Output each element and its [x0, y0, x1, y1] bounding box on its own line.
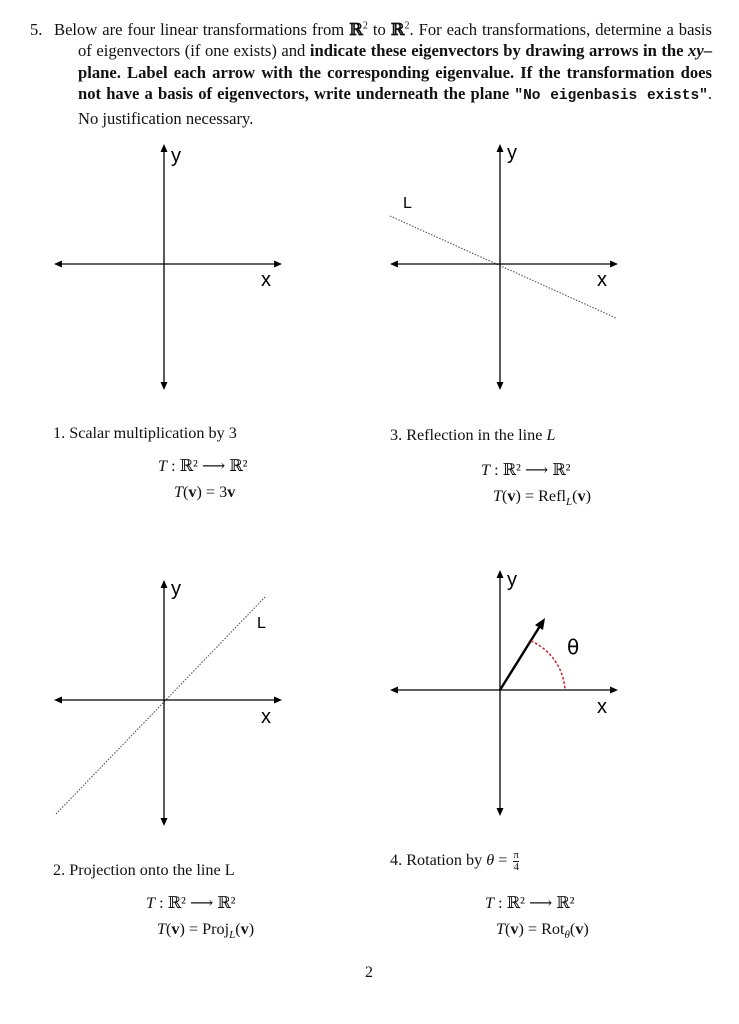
map-2: T : ℝ² ⟶ ℝ²: [146, 894, 236, 912]
y-axis-top-arrowhead: [497, 144, 504, 152]
pi-over-4: $\frac{\pi}{4}$: [513, 849, 519, 873]
y-axis-bottom-arrowhead: [497, 808, 504, 816]
plane-1-scalar[interactable]: [50, 140, 290, 390]
instruction-bold: indicate these eigenvectors by drawing arrows in the xy–plane. Label each arrow with the corresponding eigenvalue. If the transformation does not have a basis of eigenvectors, write underneath the plane "No eigenbasis exists": [78, 41, 713, 105]
formula-2: T(v) = Proj$_L$(v): [157, 920, 255, 942]
map-3: T : ℝ² ⟶ ℝ²: [481, 461, 571, 479]
map-4: T : ℝ² ⟶ ℝ²: [485, 894, 575, 912]
y-axis-top-arrowhead: [161, 580, 168, 588]
y-axis-bottom-arrowhead: [161, 818, 168, 826]
x-axis-right-arrowhead: [610, 687, 618, 694]
line-L: [390, 216, 616, 318]
y-axis-top-arrowhead: [161, 144, 168, 152]
caption-1: 1. Scalar multiplication by 3: [53, 424, 237, 442]
formula-3: T(v) = Refl$_L$(v): [493, 487, 591, 509]
angle-arc: [531, 641, 565, 690]
formula-1: T(v) = 3v: [174, 483, 236, 501]
x-axis-label: x: [597, 269, 607, 291]
x-axis-label: x: [597, 696, 607, 718]
y-axis-label: y: [171, 145, 181, 167]
line-L-label: L: [257, 615, 266, 632]
rotation-vector: [500, 626, 540, 690]
x-axis-label: x: [261, 706, 271, 728]
x-axis-right-arrowhead: [274, 261, 282, 268]
formula-4: T(v) = Rot$_\theta$(v): [496, 920, 589, 942]
x-axis-left-arrowhead: [54, 261, 62, 268]
problem-number: 5.: [30, 20, 43, 39]
theta-label: θ: [567, 635, 580, 659]
x-axis-right-arrowhead: [274, 697, 282, 704]
problem-statement: [30, 19, 712, 129]
y-axis-label: y: [507, 142, 517, 164]
x-axis-left-arrowhead: [390, 687, 398, 694]
plane-4-rotation[interactable]: [386, 566, 626, 816]
plane-2-projection[interactable]: [50, 576, 290, 826]
y-axis-top-arrowhead: [497, 570, 504, 578]
page-number: 2: [365, 964, 373, 981]
x-axis-right-arrowhead: [610, 261, 618, 268]
y-axis-bottom-arrowhead: [497, 382, 504, 390]
caption-2: 2. Projection onto the line L: [53, 861, 235, 879]
line-L-label: L: [403, 195, 412, 212]
line-L: [56, 596, 266, 814]
no-eigenbasis-phrase: "No eigenbasis exists": [514, 88, 708, 105]
problem-text: Below are four linear transformations from ℝ$^2$ to ℝ$^2$. For each transformations, determine a basis of eigenvectors (if one exists) and indicate these eigenvectors by drawing arrows in the xy–plane. Label each arrow with the corresponding eigenvalue. If the transformation does not have a basis of eigenvectors, write underneath the plane "No eigenbasis exists". No justification necessary.: [54, 19, 713, 128]
plane-3-reflection[interactable]: [386, 140, 626, 390]
x-axis-label: x: [261, 269, 271, 291]
caption-3: 3. Reflection in the line L: [390, 426, 556, 444]
y-axis-label: y: [171, 578, 181, 600]
y-axis-bottom-arrowhead: [161, 382, 168, 390]
x-axis-left-arrowhead: [390, 261, 398, 268]
y-axis-label: y: [507, 569, 517, 591]
map-1: T : ℝ² ⟶ ℝ²: [158, 457, 248, 475]
x-axis-left-arrowhead: [54, 697, 62, 704]
caption-4: 4. Rotation by θ = $\frac{\pi}{4}$: [390, 849, 519, 873]
